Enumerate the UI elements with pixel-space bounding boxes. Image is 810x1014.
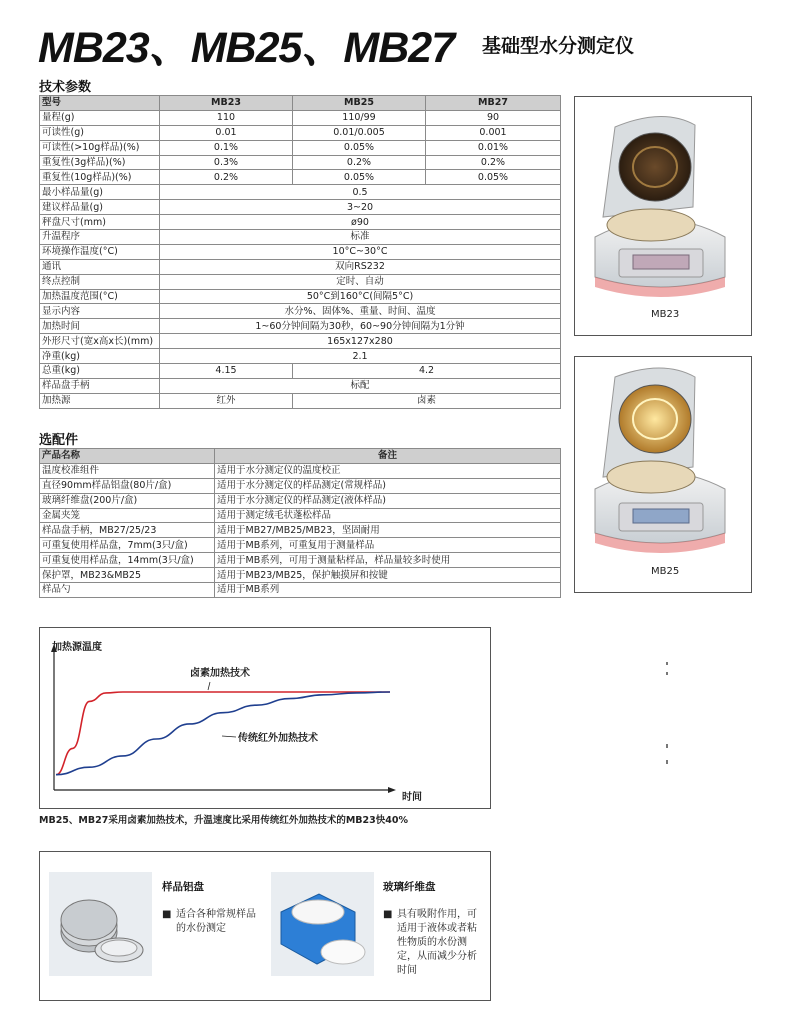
- spec-row-label: 升温程序: [40, 230, 160, 245]
- table-row: [40, 378, 561, 393]
- table-row: [40, 364, 561, 379]
- dot-mark: [666, 744, 668, 748]
- spec-cell: 110/99: [293, 110, 426, 125]
- spec-cell: 水分%、固体%、重量、时间、温度: [160, 304, 561, 319]
- mb25-photo-label: MB25: [651, 566, 680, 577]
- spec-column-header: MB25: [293, 96, 426, 111]
- spec-cell: 红外: [160, 393, 293, 408]
- accessories-column-header: 备注: [215, 449, 561, 464]
- spec-row-label: 建议样品量(g): [40, 200, 160, 215]
- spec-cell: 4.2: [293, 364, 561, 379]
- table-row: [40, 493, 561, 508]
- table-row: [40, 274, 561, 289]
- spec-cell: 0.2%: [426, 155, 561, 170]
- accessory-name: 样品勺: [40, 583, 215, 598]
- accessory-note: 适用于MB系列: [215, 583, 561, 598]
- spec-cell: 0.5: [160, 185, 561, 200]
- spec-cell: 0.3%: [160, 155, 293, 170]
- table-row: [40, 583, 561, 598]
- halogen-leader: [208, 682, 210, 690]
- table-row: [40, 155, 561, 170]
- accessory-note: 适用于MB27/MB25/MB23，坚固耐用: [215, 523, 561, 538]
- table-row: [40, 170, 561, 185]
- spec-row-label: 重复性(3g样品)(%): [40, 155, 160, 170]
- table-row: [40, 230, 561, 245]
- spec-cell: 90: [426, 110, 561, 125]
- accessory-name: 金属夹笼: [40, 508, 215, 523]
- halogen-series-label: 卤素加热技术: [190, 668, 250, 679]
- y-axis-label: 加热源温度: [52, 642, 102, 653]
- spec-row-label: 最小样品量(g): [40, 185, 160, 200]
- spec-row-label: 总重(kg): [40, 364, 160, 379]
- accessories-table: [39, 448, 561, 598]
- aluminum-pan-image: [49, 872, 152, 976]
- spec-table: [39, 95, 561, 409]
- spec-column-header: MB27: [426, 96, 561, 111]
- table-row: [40, 125, 561, 140]
- table-row: [40, 523, 561, 538]
- table-row: [40, 289, 561, 304]
- infrared-series-line: [56, 692, 390, 775]
- table-row: [40, 334, 561, 349]
- spec-cell: 标准: [160, 230, 561, 245]
- accessory-name: 可重复使用样品盘，7mm(3只/盒): [40, 538, 215, 553]
- table-row: [40, 200, 561, 215]
- heating-chart-frame: [39, 627, 491, 809]
- spec-cell: 定时、自动: [160, 274, 561, 289]
- dot-mark: [666, 760, 668, 764]
- table-row: [40, 463, 561, 478]
- spec-row-label: 外形尺寸(宽x高x长)(mm): [40, 334, 160, 349]
- spec-cell: 1~60分钟间隔为30秒，60~90分钟间隔为1分钟: [160, 319, 561, 334]
- spec-column-header: 型号: [40, 96, 160, 111]
- glass-fiber-pad-title: 玻璃纤维盘: [383, 881, 436, 893]
- aluminum-pan-desc: 适合各种常规样品的水份测定: [176, 909, 256, 934]
- spec-cell: 0.1%: [160, 140, 293, 155]
- spec-row-label: 环境操作温度(°C): [40, 244, 160, 259]
- x-axis-arrow: [388, 787, 396, 793]
- accessory-name: 保护罩，MB23&MB25: [40, 568, 215, 583]
- table-row: [40, 508, 561, 523]
- spec-cell: 3~20: [160, 200, 561, 215]
- accessory-name: 样品盘手柄，MB27/25/23: [40, 523, 215, 538]
- accessories-header-row: [40, 449, 561, 464]
- spec-cell: 0.2%: [160, 170, 293, 185]
- spec-row-label: 可读性(g): [40, 125, 160, 140]
- bullet-icon: ■: [383, 909, 393, 920]
- table-row: [40, 393, 561, 408]
- spec-row-label: 重复性(10g样品)(%): [40, 170, 160, 185]
- spec-column-header: MB23: [160, 96, 293, 111]
- table-row: [40, 568, 561, 583]
- spec-cell: 标配: [160, 378, 561, 393]
- spec-cell: 双向RS232: [160, 259, 561, 274]
- infrared-leader: [222, 736, 236, 737]
- spec-cell: 0.05%: [293, 170, 426, 185]
- table-row: [40, 304, 561, 319]
- aluminum-pan-title: 样品铝盘: [162, 881, 204, 893]
- infrared-series-label: 传统红外加热技术: [238, 733, 318, 744]
- glass-fiber-pad-image: [271, 872, 374, 976]
- table-row: [40, 259, 561, 274]
- table-row: [40, 319, 561, 334]
- accessory-note: 适用于MB系列，可用于测量粘样品，样品量较多时使用: [215, 553, 561, 568]
- table-row: [40, 538, 561, 553]
- spec-row-label: 可读性(>10g样品)(%): [40, 140, 160, 155]
- mb23-photo-label: MB23: [651, 309, 680, 320]
- accessory-note: 适用于水分测定仪的样品测定(液体样品): [215, 493, 561, 508]
- spec-row-label: 通讯: [40, 259, 160, 274]
- accessories-column-header: 产品名称: [40, 449, 215, 464]
- accessory-name: 温度校准组件: [40, 463, 215, 478]
- spec-row-label: 量程(g): [40, 110, 160, 125]
- spec-cell: 0.01%: [426, 140, 561, 155]
- mb23-photo-frame: [574, 96, 752, 336]
- dot-mark: [666, 662, 668, 665]
- spec-row-label: 样品盘手柄: [40, 378, 160, 393]
- spec-row-label: 净重(kg): [40, 349, 160, 364]
- accessory-note: 适用于测定绒毛状蓬松样品: [215, 508, 561, 523]
- table-row: [40, 553, 561, 568]
- spec-cell: 110: [160, 110, 293, 125]
- spec-cell: 50°C到160°C(间隔5°C): [160, 289, 561, 304]
- table-row: [40, 185, 561, 200]
- spec-header-row: [40, 96, 561, 111]
- chart-caption: MB25、MB27采用卤素加热技术，升温速度比采用传统红外加热技术的MB23快40%: [39, 815, 408, 826]
- spec-cell: 4.15: [160, 364, 293, 379]
- spec-cell: 2.1: [160, 349, 561, 364]
- table-row: [40, 478, 561, 493]
- spec-row-label: 秤盘尺寸(mm): [40, 215, 160, 230]
- accessory-note: 适用于MB23/MB25，保护触摸屏和按键: [215, 568, 561, 583]
- table-row: [40, 215, 561, 230]
- accessories-heading: 选配件: [39, 433, 79, 448]
- spec-heading: 技术参数: [39, 80, 92, 95]
- spec-cell: 0.001: [426, 125, 561, 140]
- table-row: [40, 110, 561, 125]
- spec-row-label: 加热源: [40, 393, 160, 408]
- spec-cell: ø90: [160, 215, 561, 230]
- spec-row-label: 终点控制: [40, 274, 160, 289]
- spec-cell: 卤素: [293, 393, 561, 408]
- table-row: [40, 244, 561, 259]
- spec-cell: 10°C~30°C: [160, 244, 561, 259]
- mb25-photo: [575, 357, 751, 592]
- accessory-cards-frame: [39, 851, 491, 1001]
- bullet-icon: ■: [162, 909, 172, 920]
- spec-cell: 0.05%: [293, 140, 426, 155]
- spec-cell: 0.05%: [426, 170, 561, 185]
- spec-cell: 165x127x280: [160, 334, 561, 349]
- mb23-photo: [575, 97, 751, 335]
- x-axis-label: 时间: [402, 792, 422, 803]
- page-title: MB23、MB25、MB27: [38, 24, 455, 72]
- spec-row-label: 加热温度范围(°C): [40, 289, 160, 304]
- glass-fiber-pad-desc: 具有吸附作用，可适用于液体或者粘性物质的水份测定，从而减少分析时间: [397, 909, 477, 976]
- spec-cell: 0.01/0.005: [293, 125, 426, 140]
- table-row: [40, 140, 561, 155]
- dot-mark: [666, 672, 668, 675]
- page-subtitle: 基础型水分测定仪: [482, 35, 635, 57]
- spec-cell: 0.01: [160, 125, 293, 140]
- spec-cell: 0.2%: [293, 155, 426, 170]
- accessory-name: 直径90mm样品铝盘(80片/盒): [40, 478, 215, 493]
- accessory-note: 适用于水分测定仪的样品测定(常规样品): [215, 478, 561, 493]
- heating-chart: [40, 628, 490, 808]
- mb25-photo-frame: [574, 356, 752, 593]
- accessory-note: 适用于MB系列，可重复用于测量样品: [215, 538, 561, 553]
- spec-row-label: 加热时间: [40, 319, 160, 334]
- accessory-name: 可重复使用样品盘，14mm(3只/盒): [40, 553, 215, 568]
- spec-row-label: 显示内容: [40, 304, 160, 319]
- accessory-name: 玻璃纤维盘(200片/盒): [40, 493, 215, 508]
- accessory-note: 适用于水分测定仪的温度校正: [215, 463, 561, 478]
- table-row: [40, 349, 561, 364]
